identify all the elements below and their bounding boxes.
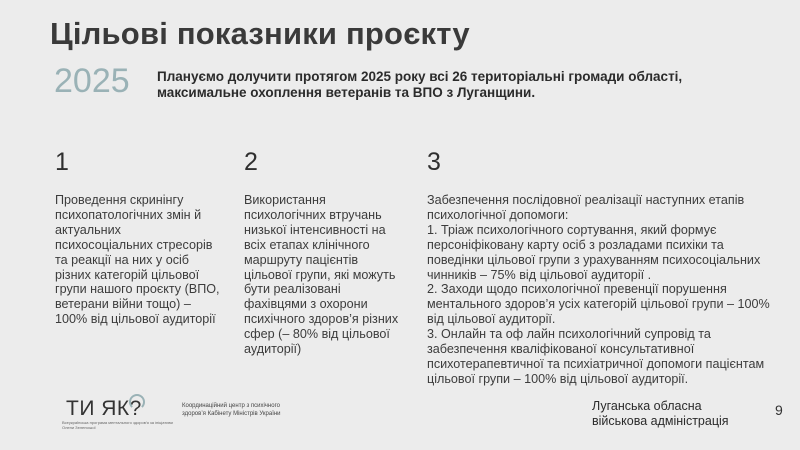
region-administration-label: Луганська обласна військова адміністрація xyxy=(592,399,729,428)
column-3-number: 3 xyxy=(427,148,441,176)
coordination-center-label: Координаційний центр з психічного здоров’я Кабінету Міністрів України xyxy=(182,403,281,417)
column-3-intro: Забезпечення послідовної реалізації наступних етапів психологічної допомоги: xyxy=(427,193,745,222)
logo-text: ТИ ЯК xyxy=(66,397,130,420)
page-title: Цільові показники проєкту xyxy=(50,16,470,51)
column-1-number: 1 xyxy=(55,148,69,176)
column-3-step-3: 3. Онлайн та оф лайн психологічний супровід та забезпечення кваліфікованої консультативної психотерапевтичної та психіатричної допомоги пацієнтам цільової групи – 100% від цільової аудиторії. xyxy=(427,327,765,386)
column-3-text xyxy=(427,193,772,387)
column-2-text: Використання психологічних втручань низької інтенсивності на всіх етапах клінічного маршруту пацієнтів цільової групи, які можуть бути реалізовані фахівцями з охорони психічного здоров’я різних сфер (– 80% від цільової аудиторії) xyxy=(244,193,399,357)
year-label: 2025 xyxy=(54,62,130,100)
plan-statement: Плануємо долучити протягом 2025 року всі 26 територіальні громади області, максимальне охоплення ветеранів та ВПО з Луганщини. xyxy=(157,69,683,100)
ti-yak-logo xyxy=(66,397,142,421)
column-3-step-1: 1. Тріаж психологічного сортування, який формує персоніфіковану карту осіб з розладами психіки та поведінки цільової групи з урахуванням психосоціальних чинників – 75% від цільової аудиторії . xyxy=(427,222,761,282)
column-2-number: 2 xyxy=(244,148,258,176)
logo-question-icon: ? xyxy=(130,397,142,421)
logo-subtitle: Всеукраїнська програма ментального здоров'я за ініціативи Олени Зеленської xyxy=(62,420,173,430)
column-1-text: Проведення скринінгу психопатологічних змін й актуальних психосоціальних стресорів та реакції на них у осіб різних категорій цільової групи нашого проєкту (ВПО, ветерани війни тощо) – 100% від цільової аудиторії xyxy=(55,193,220,327)
column-3-step-2: 2. Заходи щодо психологічної превенції порушення ментального здоров’я усіх категорій цільової групи – 100% від цільової аудиторії. xyxy=(427,282,770,327)
page-number: 9 xyxy=(775,402,783,418)
